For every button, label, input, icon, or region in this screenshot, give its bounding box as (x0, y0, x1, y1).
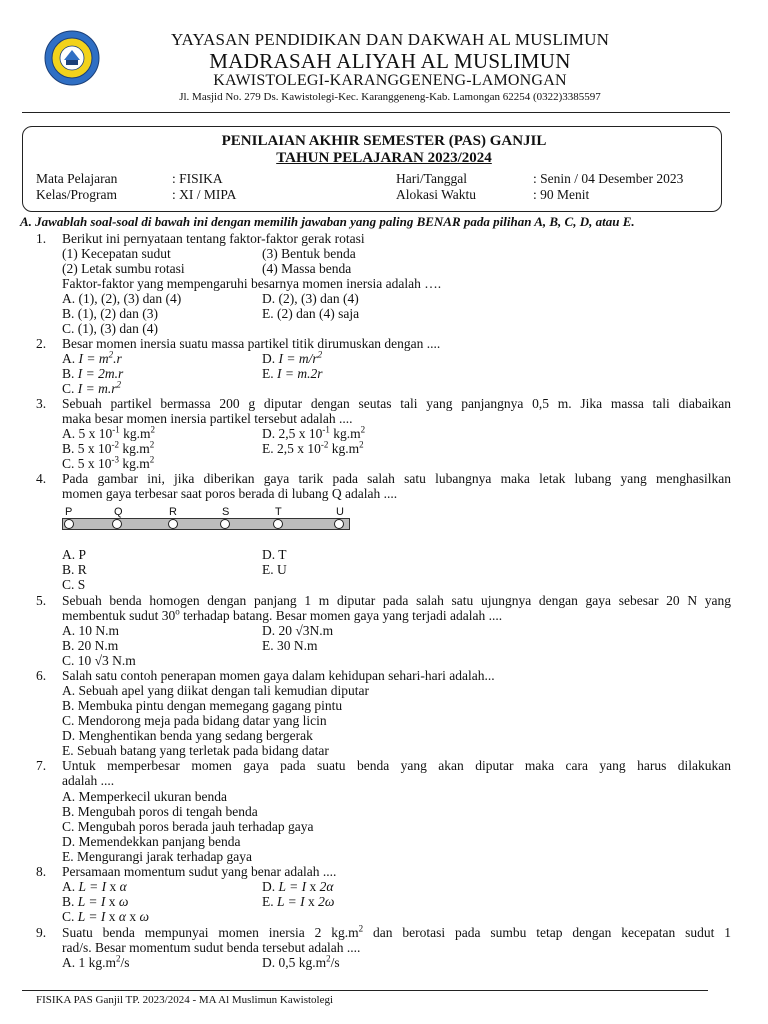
class-value: : XI / MIPA (172, 187, 237, 202)
class-label: Kelas/Program (36, 187, 117, 202)
q6-option-d[interactable]: D. Menghentikan benda yang sedang bergerak (62, 728, 313, 743)
q2-option-b[interactable]: B. I = 2m.r (62, 366, 124, 381)
q4-number: 4. (36, 471, 47, 486)
q6-option-c[interactable]: C. Mendorong meja pada bidang datar yang licin (62, 713, 327, 728)
q1-option-e[interactable]: E. (2) dan (4) saja (262, 306, 360, 321)
footer-divider (22, 990, 708, 991)
hole-label-s: S (222, 506, 230, 518)
hole-label-r: R (169, 506, 177, 518)
q4-text-line2: momen gaya terbesar saat poros berada di lubang Q adalah .... (62, 486, 398, 501)
q9-text-line1: Suatu benda mempunyai momen inersia 2 $kg.m^2$ dan berotasi pada sumbu tetap dengan kecepatan sudut 1 (62, 923, 731, 940)
q1-statement-2: (2) Letak sumbu rotasi (62, 261, 185, 276)
q6-text: Salah satu contoh penerapan momen gaya dalam kehidupan sehari-hari adalah... (62, 668, 495, 683)
q2-text: Besar momen inersia suatu massa partikel titik dirumuskan dengan .... (62, 336, 441, 351)
q8-option-a[interactable]: A. L = I x α (62, 879, 127, 894)
q9-option-d[interactable]: D. 0,5 $kg.m^2/s$ (262, 953, 340, 970)
q3-option-e[interactable]: E. 2,5 x $10^{-2}$ $kg.m^2$ (262, 439, 364, 456)
q1-number: 1. (36, 231, 47, 246)
q7-option-b[interactable]: B. Mengubah poros di tengah benda (62, 804, 258, 819)
madrasah-logo (44, 30, 100, 86)
exam-title: PENILAIAN AKHIR SEMESTER (PAS) GANJIL (221, 133, 547, 149)
q5-option-a[interactable]: A. 10 N.m (62, 623, 119, 638)
q8-option-b[interactable]: B. L = I x ω (62, 894, 129, 909)
hole-q (112, 519, 122, 529)
day-label: Hari/Tanggal (396, 171, 468, 186)
header-divider (22, 112, 730, 113)
q6-number: 6. (36, 668, 47, 683)
q9-text-line2: rad/s. Besar momentum sudut benda tersebut adalah .... (62, 940, 361, 955)
q3-text-line2: maka besar momen inersia partikel tersebut adalah .... (62, 411, 353, 426)
foundation-name: YAYASAN PENDIDIKAN DAN DAKWAH AL MUSLIMUN (170, 30, 610, 49)
q6-option-a[interactable]: A. Sebuah apel yang diikat dengan tali kemudian diputar (62, 683, 370, 698)
q1-prompt: Faktor-faktor yang mempengaruhi besarnya momen inersia adalah …. (62, 276, 442, 291)
lever-rod (62, 518, 350, 530)
q5-option-b[interactable]: B. 20 N.m (62, 638, 119, 653)
q1-statement-1: (1) Kecepatan sudut (62, 246, 171, 261)
hole-s (220, 519, 230, 529)
q2-option-c[interactable]: C. $I = m.r^2$ (62, 379, 121, 396)
q8-text: Persamaan momentum sudut yang benar adalah .... (62, 864, 337, 879)
school-address: Jl. Masjid No. 279 Ds. Kawistolegi-Kec. Karanggeneng-Kab. Lamongan 62254 (0322)3385597 (179, 91, 601, 103)
hole-u (334, 519, 344, 529)
exam-year: TAHUN PELAJARAN 2023/2024 (276, 150, 492, 166)
hole-label-t: T (275, 506, 282, 518)
q7-option-e[interactable]: E. Mengurangi jarak terhadap gaya (62, 849, 253, 864)
q1-option-d[interactable]: D. (2), (3) dan (4) (262, 291, 359, 306)
time-value: : 90 Menit (533, 187, 590, 202)
hole-t (273, 519, 283, 529)
q1-statement-4: (4) Massa benda (262, 261, 352, 276)
q7-option-a[interactable]: A. Memperkecil ukuran benda (62, 789, 227, 804)
q7-number: 7. (36, 758, 47, 773)
q4-option-d[interactable]: D. T (262, 547, 287, 562)
q7-text-line2: adalah .... (62, 773, 115, 788)
day-value: : Senin / 04 Desember 2023 (533, 171, 684, 186)
q2-option-e[interactable]: E. I = m.2r (262, 366, 323, 381)
q5-text-line1: Sebuah benda homogen dengan panjang 1 m diputar pada salah satu ujungnya dengan gaya sebesar 20 N yang (62, 593, 731, 608)
q8-option-e[interactable]: E. L = I x 2ω (262, 894, 335, 909)
q2-number: 2. (36, 336, 47, 351)
time-label: Alokasi Waktu (396, 187, 477, 202)
q4-option-c[interactable]: C. S (62, 577, 86, 592)
q8-option-d[interactable]: D. L = I x 2α (262, 879, 334, 894)
q7-text-line1: Untuk memperbesar momen gaya pada suatu benda yang akan diputar maka cara yang harus dilakukan (62, 758, 731, 773)
q6-option-b[interactable]: B. Membuka pintu dengan memegang gagang pintu (62, 698, 343, 713)
q8-option-c[interactable]: C. L = I x α x ω (62, 909, 150, 924)
q2-option-d[interactable]: D. $I = m/r^2$ (262, 349, 323, 366)
q7-option-d[interactable]: D. Memendekkan panjang benda (62, 834, 241, 849)
q5-text-line2: membentuk sudut 30$^o$ terhadap batang. Besar momen gaya yang terjadi adalah .... (62, 606, 503, 623)
q1-statement-3: (3) Bentuk benda (262, 246, 356, 261)
subject-value: : FISIKA (172, 171, 223, 186)
q1-option-a[interactable]: A. (1), (2), (3) dan (4) (62, 291, 182, 306)
q7-option-c[interactable]: C. Mengubah poros berada jauh terhadap gaya (62, 819, 314, 834)
q2-option-a[interactable]: A. $I = m^2.r$ (62, 349, 122, 366)
q4-option-b[interactable]: B. R (62, 562, 87, 577)
q3-option-b[interactable]: B. 5 x $10^{-2}$ $kg.m^2$ (62, 439, 155, 456)
q3-option-d[interactable]: D. 2,5 x $10^{-1}$ $kg.m^2$ (262, 424, 366, 441)
q4-option-e[interactable]: E. U (262, 562, 287, 577)
q4-text-line1: Pada gambar ini, jika diberikan gaya tarik pada salah satu lubangnya maka letak lubang yang menghasilkan (62, 471, 731, 486)
hole-p (64, 519, 74, 529)
q5-option-e[interactable]: E. 30 N.m (262, 638, 318, 653)
q8-number: 8. (36, 864, 47, 879)
q5-option-c[interactable]: C. 10 √3 N.m (62, 653, 136, 668)
hole-label-p: P (65, 506, 73, 518)
q4-option-a[interactable]: A. P (62, 547, 87, 562)
q3-text-line1: Sebuah partikel bermassa 200 g diputar dengan seutas tali yang panjangnya 0,5 m. Jika massa tali diabaikan (62, 396, 731, 411)
hole-label-u: U (336, 506, 344, 518)
q3-option-a[interactable]: A. 5 x $10^{-1}$ $kg.m^2$ (62, 424, 156, 441)
subject-label: Mata Pelajaran (36, 171, 118, 186)
section-instruction: A. Jawablah soal-soal di bawah ini dengan memilih jawaban yang paling BENAR pada pilihan A, B, C, D, atau E. (20, 214, 635, 229)
q1-option-c[interactable]: C. (1), (3) dan (4) (62, 321, 158, 336)
q3-option-c[interactable]: C. 5 x $10^{-3}$ $kg.m^2$ (62, 454, 155, 471)
q5-number: 5. (36, 593, 47, 608)
hole-label-q: Q (114, 506, 123, 518)
q6-option-e[interactable]: E. Sebuah batang yang terletak pada bidang datar (62, 743, 329, 758)
school-location: KAWISTOLEGI-KARANGGENENG-LAMONGAN (213, 72, 567, 89)
q9-number: 9. (36, 925, 47, 940)
q1-option-b[interactable]: B. (1), (2) dan (3) (62, 306, 158, 321)
hole-r (168, 519, 178, 529)
school-name: MADRASAH ALIYAH AL MUSLIMUN (209, 49, 571, 73)
q3-number: 3. (36, 396, 47, 411)
q1-text: Berikut ini pernyataan tentang faktor-faktor gerak rotasi (62, 231, 365, 246)
page-footer: FISIKA PAS Ganjil TP. 2023/2024 - MA Al Muslimun Kawistolegi (36, 994, 334, 1006)
q5-option-d[interactable]: D. 20 √3N.m (262, 623, 334, 638)
q9-option-a[interactable]: A. 1 $kg.m^2/s$ (62, 953, 130, 970)
